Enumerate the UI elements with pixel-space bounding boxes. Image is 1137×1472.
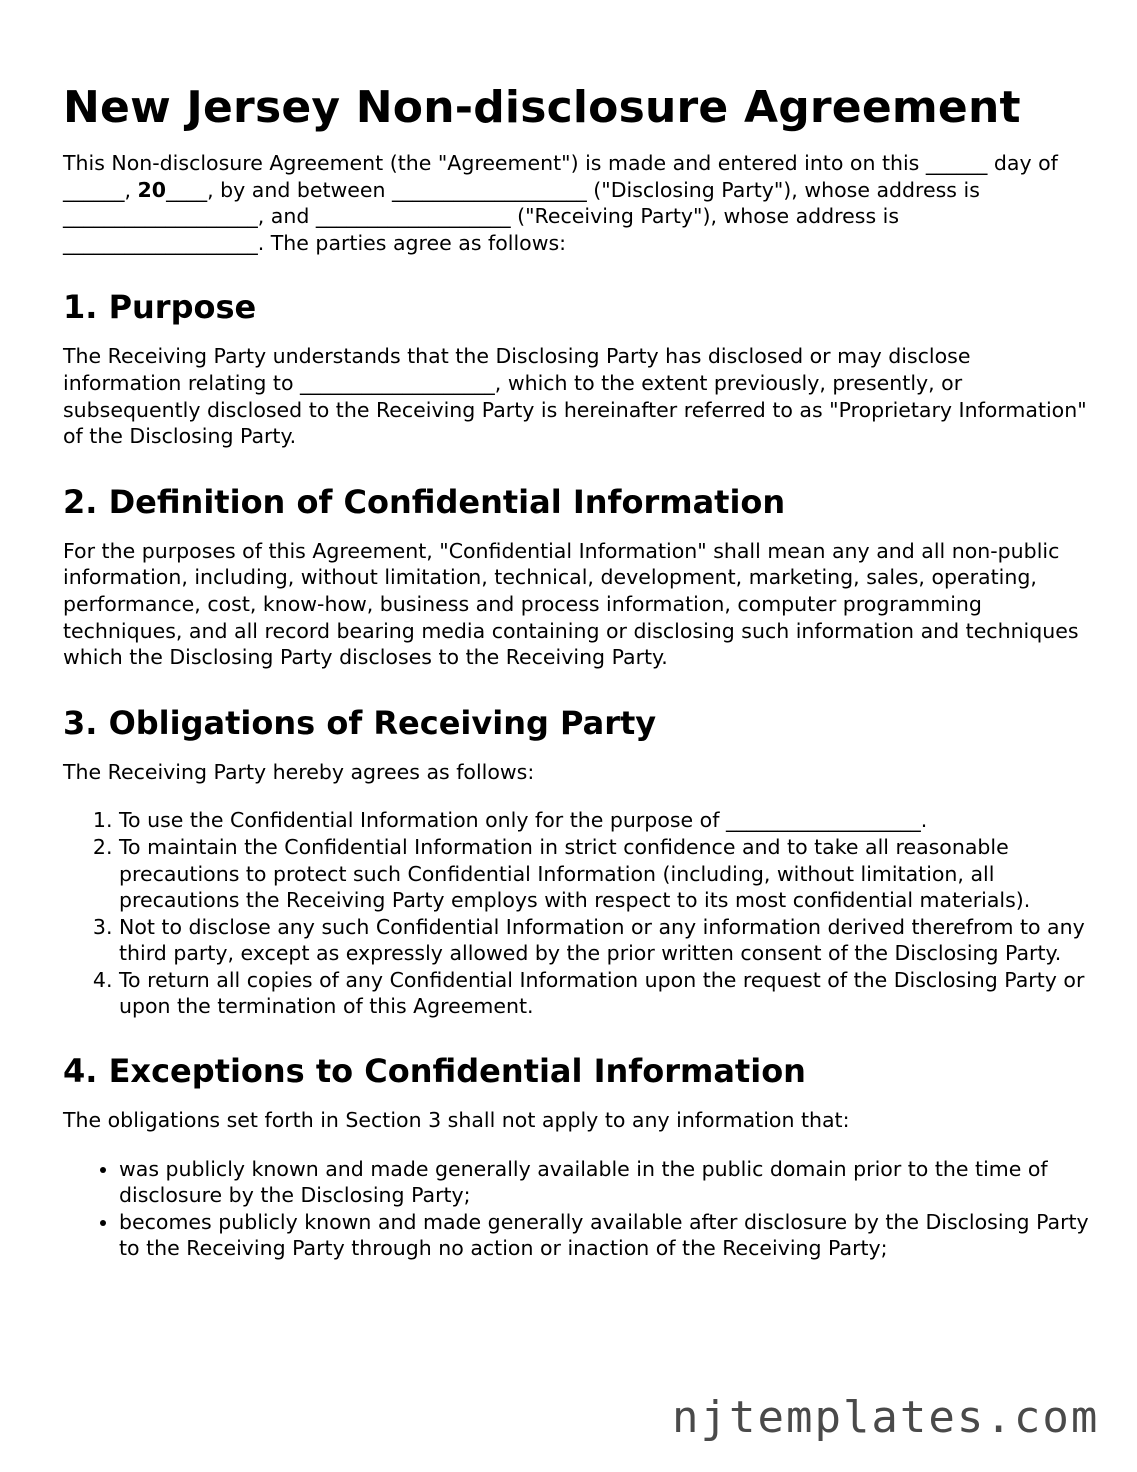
intro-text-part2: ____, by and between ___________________ ("Disclosing Party"), whose address is ___________________, and ___________________ ("Receiving Party"), whose address is ___________________. The parties agree as follows: — [63, 177, 980, 255]
list-item: 3. Not to disclose any such Confidential Information or any information derived therefrom to any third party, except as expressly allowed by the prior written consent of the Disclosing Party. — [119, 914, 1093, 967]
section-text-purpose: The Receiving Party understands that the Disclosing Party has disclosed or may disclose information relating to ___________________, which to the extent previously, presently, or subsequently disclosed to the Receiving Party is hereinafter referred to as "Proprietary Information" of the Disclosing Party. — [63, 344, 1087, 449]
section-heading-obligations: 3. Obligations of Receiving Party — [63, 703, 657, 742]
section-text-obligations: The Receiving Party hereby agrees as follows: — [63, 759, 535, 784]
document-title: New Jersey Non-disclosure Agreement — [63, 82, 1021, 133]
intro-paragraph — [63, 150, 1093, 256]
section-heading-definition: 2. Definition of Confidential Information — [63, 482, 786, 521]
list-item: 4. To return all copies of any Confidential Information upon the request of the Disclosing Party or upon the termination of this Agreement. — [119, 967, 1093, 1020]
watermark-logo: njtemplates.com — [672, 1392, 1100, 1443]
exceptions-list — [63, 1156, 1093, 1262]
section-text-exceptions: The obligations set forth in Section 3 shall not apply to any information that: — [63, 1108, 850, 1133]
obligations-list — [63, 807, 1093, 1020]
intro-year: 20 — [137, 177, 167, 202]
section-heading-purpose: 1. Purpose — [63, 288, 257, 327]
list-item: 1. To use the Confidential Information only for the purpose of ___________________. — [119, 807, 1093, 834]
list-item: 2. To maintain the Confidential Information in strict confidence and to take all reasonable precautions to protect such Confidential Information (including, without limitation, all precautions the Receiving Party employs with respect to its most confidential materials). — [119, 834, 1093, 914]
section-heading-exceptions: 4. Exceptions to Confidential Information — [63, 1052, 806, 1091]
section-text-definition: For the purposes of this Agreement, "Confidential Information" shall mean any and all non-public information, including, without limitation, technical, development, marketing, sales, operating, performance, cost, know-how, business and process information, computer programming techniques, and all record bearing media containing or disclosing such information and techniques which the Disclosing Party discloses to the Receiving Party. — [63, 538, 1079, 670]
list-item: • was publicly known and made generally available in the public domain prior to the time of disclosure by the Disclosing Party; — [119, 1156, 1093, 1209]
document-page — [63, 78, 1093, 1262]
intro-text-part1: This Non-disclosure Agreement (the "Agreement") is made and entered into on this ______ day of ______, — [63, 151, 1058, 202]
list-item: • becomes publicly known and made generally available after disclosure by the Disclosing Party to the Receiving Party through no action or inaction of the Receiving Party; — [119, 1209, 1093, 1262]
